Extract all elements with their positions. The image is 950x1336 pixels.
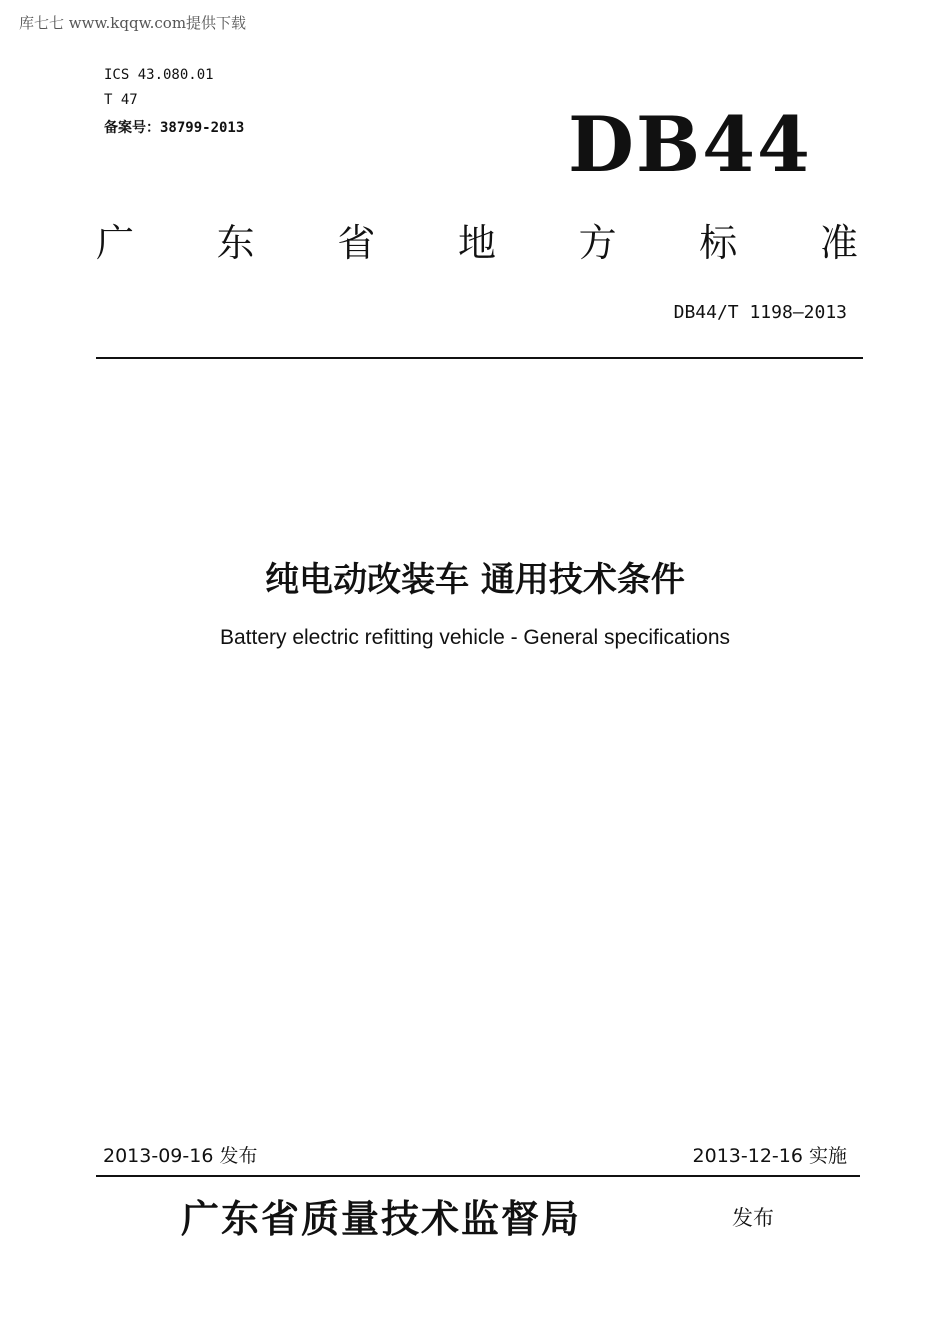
ics-code: ICS 43.080.01 [104,67,214,83]
footer-divider [96,1175,860,1177]
issuing-authority: 广东省质量技术监督局 [181,1196,582,1241]
category-code: T 47 [104,92,138,108]
standard-type-char: 广 [96,221,135,265]
standard-type-char: 省 [337,221,376,265]
publish-date: 2013-09-16 发布 [103,1145,258,1167]
standard-number: DB44/T 1198—2013 [673,302,847,323]
db44-logo: DB44 [568,100,812,189]
record-number: 备案号：38799-2013 [104,120,245,136]
document-title-english: Battery electric refitting vehicle - General specifications [219,626,731,649]
standard-type-char: 东 [216,221,255,265]
document-title-chinese: 纯电动改装车 通用技术条件 [265,560,685,600]
standard-type-heading [96,212,858,267]
standard-type-char: 准 [819,221,858,265]
header-divider [96,357,863,359]
standard-type-char: 地 [457,221,496,265]
issuing-authority-suffix: 发布 [732,1206,774,1230]
standard-type-char: 方 [578,221,617,265]
watermark-text: 库七七 www.kqqw.com提供下载 [19,14,247,32]
implementation-date: 2013-12-16 实施 [692,1145,847,1167]
standard-type-char: 标 [699,221,738,265]
